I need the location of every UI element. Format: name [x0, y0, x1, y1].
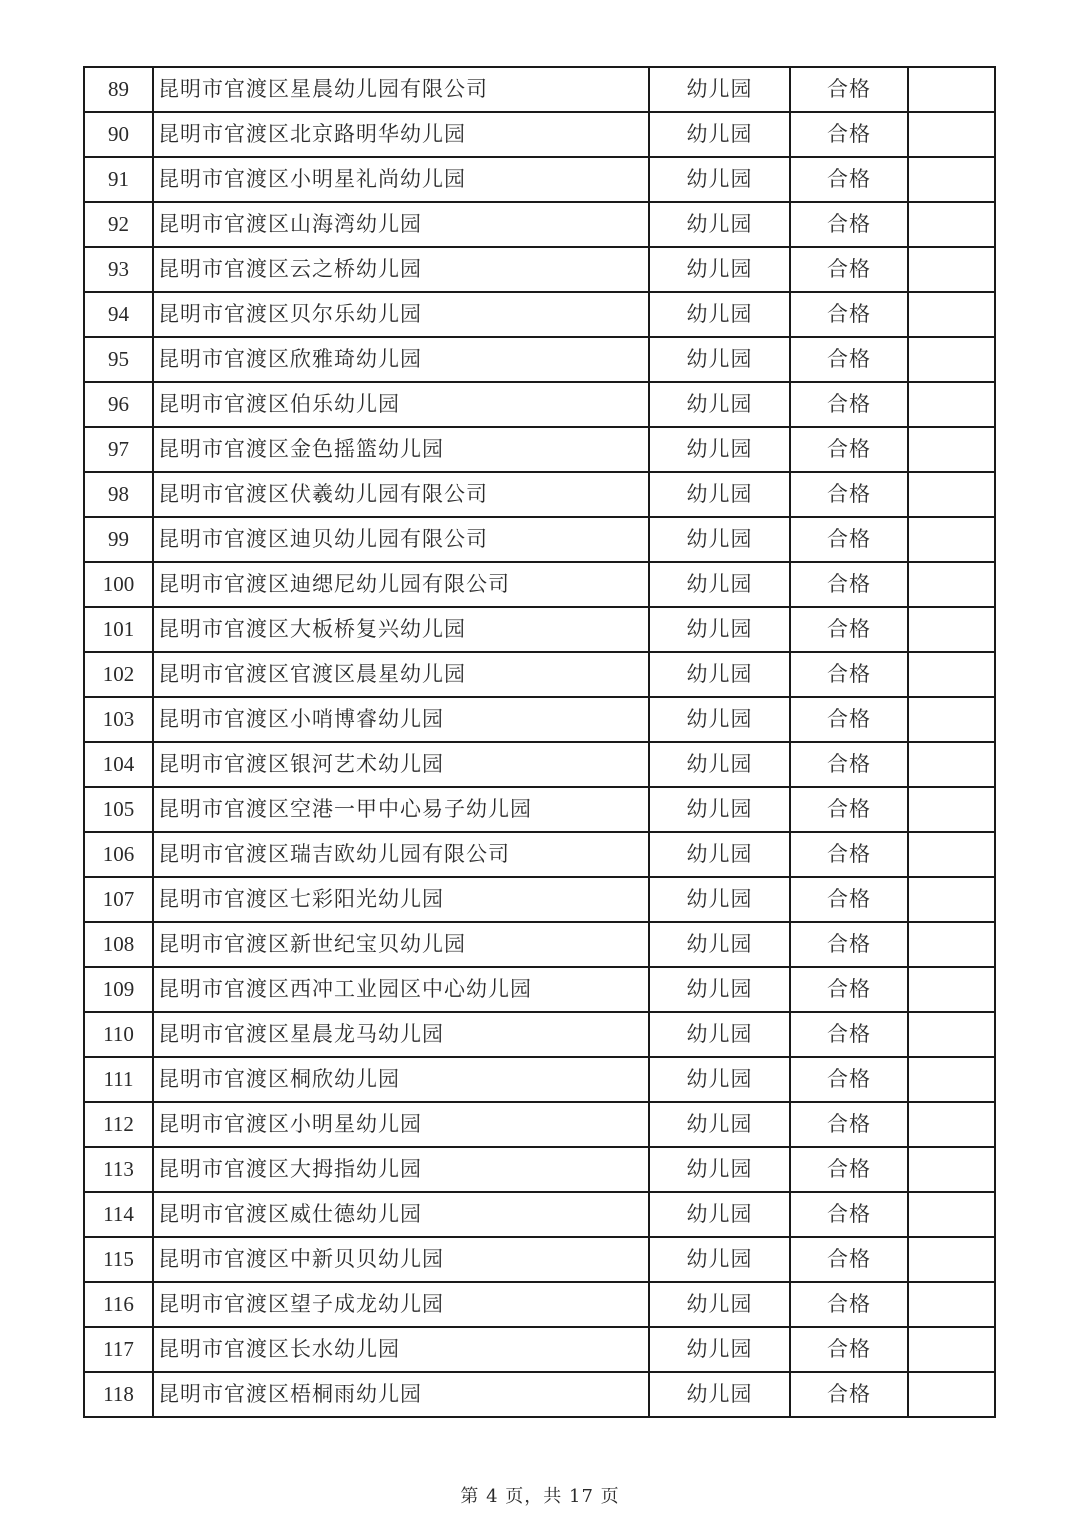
remarks-cell [908, 157, 995, 202]
institution-type-cell: 幼儿园 [649, 697, 790, 742]
institution-type-cell: 幼儿园 [649, 1147, 790, 1192]
inspection-result-cell: 合格 [790, 427, 908, 472]
institution-type-cell: 幼儿园 [649, 427, 790, 472]
table-row [84, 922, 995, 967]
inspection-result-cell: 合格 [790, 382, 908, 427]
inspection-result-cell: 合格 [790, 562, 908, 607]
inspection-result-cell: 合格 [790, 1237, 908, 1282]
remarks-cell [908, 292, 995, 337]
institution-type-cell: 幼儿园 [649, 1057, 790, 1102]
row-number-cell: 92 [84, 202, 153, 247]
table-row [84, 427, 995, 472]
row-number-cell: 96 [84, 382, 153, 427]
inspection-result-cell: 合格 [790, 697, 908, 742]
inspection-result-cell: 合格 [790, 967, 908, 1012]
table-row [84, 247, 995, 292]
institution-type-cell: 幼儿园 [649, 67, 790, 112]
inspection-result-cell: 合格 [790, 157, 908, 202]
row-number-cell: 97 [84, 427, 153, 472]
row-number-cell: 116 [84, 1282, 153, 1327]
remarks-cell [908, 607, 995, 652]
remarks-cell [908, 787, 995, 832]
inspection-result-cell: 合格 [790, 1102, 908, 1147]
institution-name-cell: 昆明市官渡区贝尔乐幼儿园 [153, 292, 649, 337]
institution-type-cell: 幼儿园 [649, 292, 790, 337]
institution-name-cell: 昆明市官渡区梧桐雨幼儿园 [153, 1372, 649, 1417]
remarks-cell [908, 247, 995, 292]
institution-name-cell: 昆明市官渡区云之桥幼儿园 [153, 247, 649, 292]
institution-name-cell: 昆明市官渡区桐欣幼儿园 [153, 1057, 649, 1102]
inspection-result-cell: 合格 [790, 832, 908, 877]
institution-type-cell: 幼儿园 [649, 1282, 790, 1327]
institution-type-cell: 幼儿园 [649, 1012, 790, 1057]
row-number-cell: 117 [84, 1327, 153, 1372]
row-number-cell: 105 [84, 787, 153, 832]
institution-name-cell: 昆明市官渡区威仕德幼儿园 [153, 1192, 649, 1237]
institution-type-cell: 幼儿园 [649, 1192, 790, 1237]
row-number-cell: 118 [84, 1372, 153, 1417]
table-row [84, 517, 995, 562]
institution-name-cell: 昆明市官渡区望子成龙幼儿园 [153, 1282, 649, 1327]
inspection-result-cell: 合格 [790, 1372, 908, 1417]
remarks-cell [908, 922, 995, 967]
institution-name-cell: 昆明市官渡区小明星礼尚幼儿园 [153, 157, 649, 202]
table-row [84, 337, 995, 382]
remarks-cell [908, 1192, 995, 1237]
remarks-cell [908, 1237, 995, 1282]
institution-name-cell: 昆明市官渡区金色摇篮幼儿园 [153, 427, 649, 472]
institution-name-cell: 昆明市官渡区星晨龙马幼儿园 [153, 1012, 649, 1057]
institution-type-cell: 幼儿园 [649, 112, 790, 157]
inspection-result-cell: 合格 [790, 742, 908, 787]
row-number-cell: 95 [84, 337, 153, 382]
remarks-cell [908, 1012, 995, 1057]
table-row [84, 472, 995, 517]
table-row [84, 382, 995, 427]
table-row [84, 877, 995, 922]
remarks-cell [908, 1057, 995, 1102]
row-number-cell: 107 [84, 877, 153, 922]
inspection-result-cell: 合格 [790, 1282, 908, 1327]
table-row [84, 1012, 995, 1057]
remarks-cell [908, 1102, 995, 1147]
institution-name-cell: 昆明市官渡区新世纪宝贝幼儿园 [153, 922, 649, 967]
inspection-result-cell: 合格 [790, 877, 908, 922]
inspection-result-cell: 合格 [790, 292, 908, 337]
institution-type-cell: 幼儿园 [649, 967, 790, 1012]
institution-type-cell: 幼儿园 [649, 652, 790, 697]
row-number-cell: 114 [84, 1192, 153, 1237]
inspection-result-cell: 合格 [790, 247, 908, 292]
institution-name-cell: 昆明市官渡区小哨博睿幼儿园 [153, 697, 649, 742]
inspection-result-cell: 合格 [790, 112, 908, 157]
table-row [84, 652, 995, 697]
row-number-cell: 113 [84, 1147, 153, 1192]
inspection-result-cell: 合格 [790, 1192, 908, 1237]
table-row [84, 1327, 995, 1372]
remarks-cell [908, 517, 995, 562]
institution-name-cell: 昆明市官渡区欣雅琦幼儿园 [153, 337, 649, 382]
table-row [84, 742, 995, 787]
remarks-cell [908, 562, 995, 607]
inspection-result-cell: 合格 [790, 1057, 908, 1102]
table-row [84, 202, 995, 247]
institution-type-cell: 幼儿园 [649, 202, 790, 247]
inspection-result-cell: 合格 [790, 67, 908, 112]
table-row [84, 67, 995, 112]
remarks-cell [908, 652, 995, 697]
row-number-cell: 103 [84, 697, 153, 742]
institution-type-cell: 幼儿园 [649, 1102, 790, 1147]
remarks-cell [908, 472, 995, 517]
institution-type-cell: 幼儿园 [649, 247, 790, 292]
table-row [84, 562, 995, 607]
institution-type-cell: 幼儿园 [649, 472, 790, 517]
inspection-result-cell: 合格 [790, 1147, 908, 1192]
inspection-result-cell: 合格 [790, 652, 908, 697]
row-number-cell: 91 [84, 157, 153, 202]
institution-type-cell: 幼儿园 [649, 562, 790, 607]
row-number-cell: 94 [84, 292, 153, 337]
inspection-result-cell: 合格 [790, 337, 908, 382]
institution-name-cell: 昆明市官渡区七彩阳光幼儿园 [153, 877, 649, 922]
table-row [84, 157, 995, 202]
institution-type-cell: 幼儿园 [649, 157, 790, 202]
institution-type-cell: 幼儿园 [649, 1372, 790, 1417]
inspection-result-cell: 合格 [790, 202, 908, 247]
inspection-result-cell: 合格 [790, 922, 908, 967]
table-row [84, 832, 995, 877]
table-row [84, 787, 995, 832]
remarks-cell [908, 1327, 995, 1372]
table-row [84, 1102, 995, 1147]
remarks-cell [908, 382, 995, 427]
institution-name-cell: 昆明市官渡区西冲工业园区中心幼儿园 [153, 967, 649, 1012]
remarks-cell [908, 1282, 995, 1327]
row-number-cell: 100 [84, 562, 153, 607]
row-number-cell: 89 [84, 67, 153, 112]
institution-type-cell: 幼儿园 [649, 382, 790, 427]
table-body [84, 67, 995, 1417]
inspection-result-cell: 合格 [790, 517, 908, 562]
inspection-result-cell: 合格 [790, 787, 908, 832]
remarks-cell [908, 742, 995, 787]
institution-name-cell: 昆明市官渡区伏羲幼儿园有限公司 [153, 472, 649, 517]
table-row [84, 1237, 995, 1282]
remarks-cell [908, 697, 995, 742]
page-footer: 第 4 页，共 17 页 [460, 1486, 620, 1507]
kindergarten-inspection-table [83, 66, 996, 1418]
institution-name-cell: 昆明市官渡区大板桥复兴幼儿园 [153, 607, 649, 652]
row-number-cell: 115 [84, 1237, 153, 1282]
row-number-cell: 101 [84, 607, 153, 652]
institution-name-cell: 昆明市官渡区长水幼儿园 [153, 1327, 649, 1372]
remarks-cell [908, 877, 995, 922]
row-number-cell: 90 [84, 112, 153, 157]
remarks-cell [908, 112, 995, 157]
row-number-cell: 109 [84, 967, 153, 1012]
row-number-cell: 102 [84, 652, 153, 697]
row-number-cell: 110 [84, 1012, 153, 1057]
table-row [84, 607, 995, 652]
institution-name-cell: 昆明市官渡区银河艺术幼儿园 [153, 742, 649, 787]
row-number-cell: 98 [84, 472, 153, 517]
institution-type-cell: 幼儿园 [649, 1327, 790, 1372]
inspection-result-cell: 合格 [790, 472, 908, 517]
row-number-cell: 104 [84, 742, 153, 787]
table-row [84, 1147, 995, 1192]
table-row [84, 1372, 995, 1417]
institution-name-cell: 昆明市官渡区迪贝幼儿园有限公司 [153, 517, 649, 562]
remarks-cell [908, 202, 995, 247]
institution-type-cell: 幼儿园 [649, 337, 790, 382]
remarks-cell [908, 1147, 995, 1192]
remarks-cell [908, 1372, 995, 1417]
table-row [84, 1282, 995, 1327]
institution-type-cell: 幼儿园 [649, 877, 790, 922]
remarks-cell [908, 337, 995, 382]
institution-name-cell: 昆明市官渡区北京路明华幼儿园 [153, 112, 649, 157]
institution-name-cell: 昆明市官渡区中新贝贝幼儿园 [153, 1237, 649, 1282]
remarks-cell [908, 967, 995, 1012]
institution-name-cell: 昆明市官渡区伯乐幼儿园 [153, 382, 649, 427]
institution-type-cell: 幼儿园 [649, 922, 790, 967]
row-number-cell: 106 [84, 832, 153, 877]
inspection-result-cell: 合格 [790, 1327, 908, 1372]
table-row [84, 1057, 995, 1102]
institution-name-cell: 昆明市官渡区瑞吉欧幼儿园有限公司 [153, 832, 649, 877]
institution-name-cell: 昆明市官渡区星晨幼儿园有限公司 [153, 67, 649, 112]
institution-type-cell: 幼儿园 [649, 607, 790, 652]
inspection-result-cell: 合格 [790, 607, 908, 652]
row-number-cell: 108 [84, 922, 153, 967]
table-row [84, 697, 995, 742]
institution-name-cell: 昆明市官渡区迪缌尼幼儿园有限公司 [153, 562, 649, 607]
table-row [84, 292, 995, 337]
institution-type-cell: 幼儿园 [649, 832, 790, 877]
institution-type-cell: 幼儿园 [649, 517, 790, 562]
institution-name-cell: 昆明市官渡区官渡区晨星幼儿园 [153, 652, 649, 697]
remarks-cell [908, 427, 995, 472]
row-number-cell: 111 [84, 1057, 153, 1102]
row-number-cell: 99 [84, 517, 153, 562]
institution-name-cell: 昆明市官渡区小明星幼儿园 [153, 1102, 649, 1147]
institution-type-cell: 幼儿园 [649, 742, 790, 787]
inspection-result-cell: 合格 [790, 1012, 908, 1057]
row-number-cell: 93 [84, 247, 153, 292]
institution-type-cell: 幼儿园 [649, 1237, 790, 1282]
table-row [84, 112, 995, 157]
remarks-cell [908, 832, 995, 877]
institution-name-cell: 昆明市官渡区空港一甲中心易子幼儿园 [153, 787, 649, 832]
institution-type-cell: 幼儿园 [649, 787, 790, 832]
table-row [84, 1192, 995, 1237]
row-number-cell: 112 [84, 1102, 153, 1147]
remarks-cell [908, 67, 995, 112]
institution-name-cell: 昆明市官渡区大拇指幼儿园 [153, 1147, 649, 1192]
institution-name-cell: 昆明市官渡区山海湾幼儿园 [153, 202, 649, 247]
table-row [84, 967, 995, 1012]
